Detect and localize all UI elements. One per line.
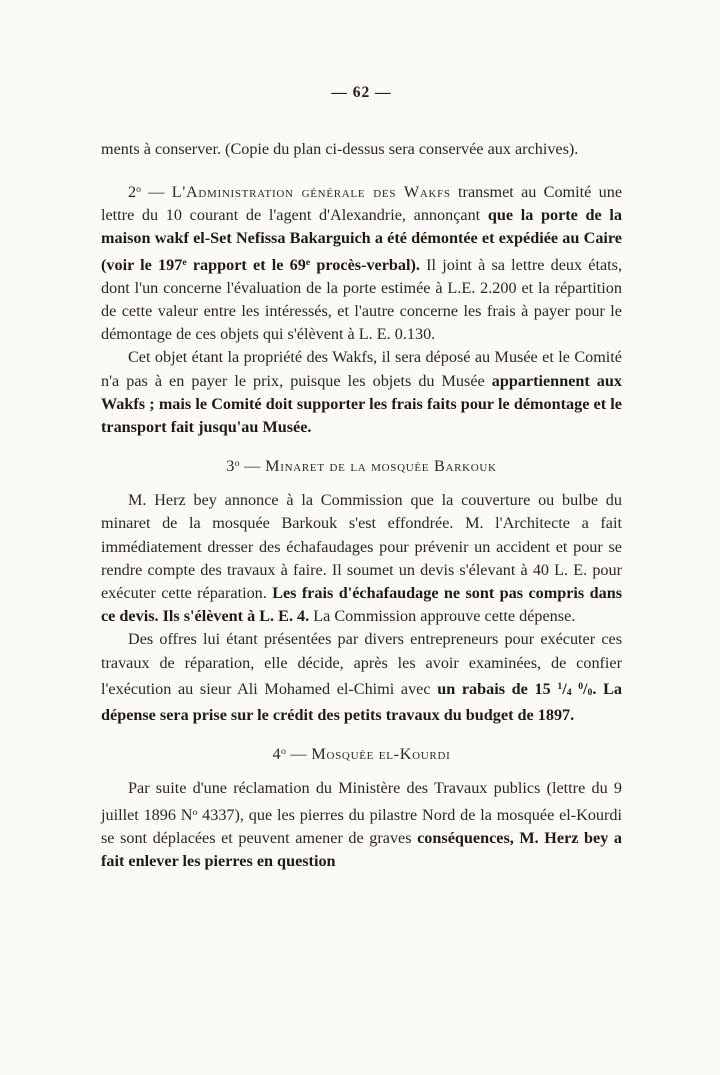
text-segment: 4 [566,686,572,698]
text-segment: e [182,256,187,268]
text-segment: — [140,183,172,202]
text-segment: Les frais d'échafaudage ne sont pas compris dans ce devis. Ils s'élèvent à L. E. 4. [101,584,622,626]
text-segment: 0 [578,680,584,692]
text-segment: Il joint à sa lettre deux états, dont l'un concerne l'évaluation de la porte estimée à L.E. 2.200 et la répartition de cette valeur entre les intéressés, et l'autre concerne les frais à payer pour le démontage de ces objets qui s'élèvent à L. E. 0.130. [101,255,623,344]
text-segment: 1 [557,680,563,692]
paragraph-el-kourdi-stones [101,777,622,873]
text-segment: / [583,679,588,698]
text-segment: Mosquée el-Kourdi [311,745,451,764]
text-segment: o [192,806,198,818]
text-segment: 4 [272,745,282,764]
text-segment: Minaret de la mosquée Barkouk [265,457,497,476]
text-block [101,84,622,873]
text-segment: o [136,184,141,196]
text-segment: M. Herz bey annonce à la Commission que la couverture ou bulbe du minaret de la mosquée Barkouk s'est effondrée. M. l'Architecte a fait immédiatement dresser des échafaudages pour prévenir un accident et pour se rendre compte des travaux à faire. Il soumet un devis s'élevant à 40 L. E. pour exécuter cette réparation. [101,491,622,603]
text-segment: . La dépense sera prise sur le crédit des petits travaux du budget de 1897. [101,679,622,725]
text-segment: 4337), que les pierres du pilastre Nord de la mosquée el-Kourdi se sont déplacées et peuvent amener de graves [101,805,622,847]
text-segment: ments à conserver. (Copie du plan ci-dessus sera conservée aux archives). [101,140,579,158]
text-segment: Par suite d'une réclamation du Ministère des Travaux publics (lettre du 9 juillet 1896 N [101,779,622,824]
text-segment: Des offres lui étant présentées par divers entrepreneurs pour exécuter ces travaux de réparation, elle décide, après les avoir examinées, de confier l'exécution au sieur Ali Mohamed el-Chimi avec [101,630,622,698]
heading-minaret-barkouk [101,452,622,478]
paragraph-wakfs-administration [101,178,622,346]
paragraph-wakfs-property [101,346,622,439]
text-segment: un rabais de 15 [437,679,558,698]
paragraph-minaret-collapse [101,489,622,628]
text-segment: procès-verbal). [310,255,420,274]
text-segment: rapport et le 69 [186,255,306,274]
paragraph-repair-contract [101,628,622,727]
text-segment: / [562,679,567,698]
text-segment: conséquences, M. Herz bey a fait enlever les pierres en question [101,828,622,870]
text-segment: 3 [226,457,235,476]
text-segment: e [305,256,311,268]
text-segment: transmet au Comité une lettre du 10 courant de l'agent d'Alexandrie, annonçant [101,183,623,225]
text-segment: que la porte de la maison wakf el-Set Nefissa Bakarguich a été démontée et expédiée au Caire (voir le 197 [101,206,622,274]
text-segment: Cet objet étant la propriété des Wakfs, il sera déposé au Musée et le Comité n'a pas à en payer le prix, puisque les objets du Musée [101,348,622,390]
page-number: — 62 — [331,84,392,101]
text-segment: 0 [587,686,593,698]
text-segment: — [239,457,266,476]
text-segment: L'Administration générale des Wakfs [171,183,451,202]
text-segment: La Commission approuve cette dépense. [309,607,576,626]
paragraph-plan-conservation [101,138,622,161]
text-segment: appartiennent aux Wakfs ; mais le Comité doit supporter les frais faits pour le démontage et le transport fait jusqu'au Musée. [101,371,622,436]
text-segment: o [234,458,240,470]
text-segment: — [285,745,312,764]
heading-mosquee-el-kourdi [101,740,622,766]
text-segment: o [281,746,286,758]
text-segment: 2 [128,183,137,202]
